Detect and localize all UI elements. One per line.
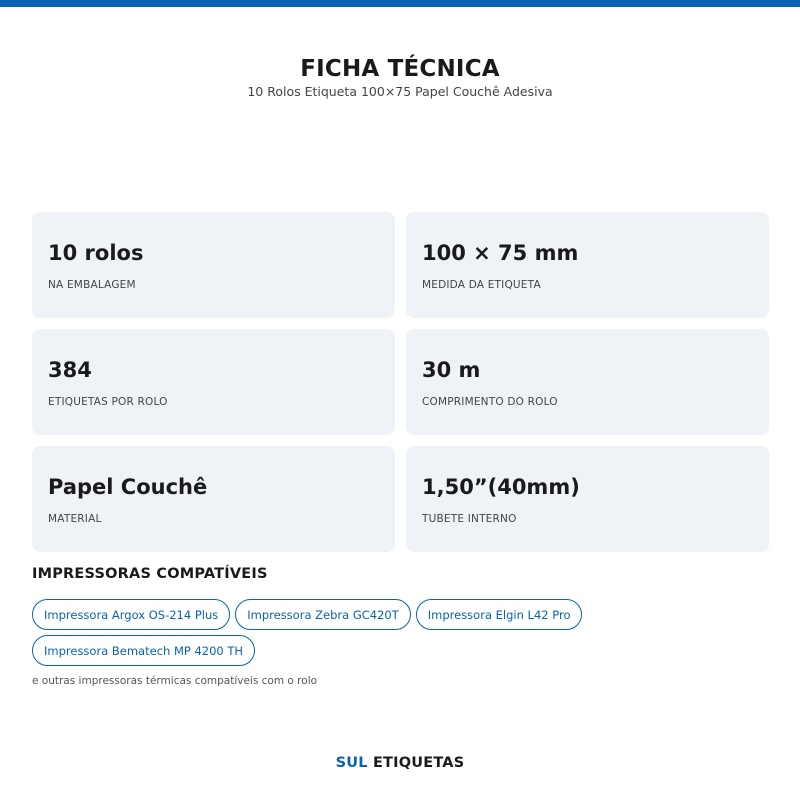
spec-card-material — [32, 446, 395, 552]
spec-grid — [32, 212, 769, 552]
page-subtitle: 10 Rolos Etiqueta 100×75 Papel Couchê Adesiva — [247, 84, 553, 99]
spec-label: MATERIAL — [48, 513, 102, 525]
printer-chip-list — [32, 599, 632, 666]
top-accent-bar — [0, 0, 800, 7]
printer-chip-zebra[interactable]: Impressora Zebra GC420T — [235, 599, 411, 630]
spec-card-core — [406, 446, 769, 552]
spec-card-labels-per-roll — [32, 329, 395, 435]
spec-card-package — [32, 212, 395, 318]
brand-main-text: ETIQUETAS — [372, 755, 465, 771]
compatible-printers-title: IMPRESSORAS COMPATÍVEIS — [32, 566, 268, 582]
spec-label: TUBETE INTERNO — [422, 513, 517, 525]
spec-label: COMPRIMENTO DO ROLO — [422, 396, 558, 408]
spec-value: Papel Couchê — [48, 475, 208, 499]
printers-note: e outras impressoras térmicas compatíveis com o rolo — [32, 675, 318, 687]
spec-card-roll-length — [406, 329, 769, 435]
spec-value: 10 rolos — [48, 241, 144, 265]
spec-value: 384 — [48, 358, 92, 382]
spec-card-size — [406, 212, 769, 318]
page-title: FICHA TÉCNICA — [300, 56, 500, 82]
brand-accent-text: SUL — [335, 755, 368, 771]
spec-value: 30 m — [422, 358, 481, 382]
spec-label: MEDIDA DA ETIQUETA — [422, 279, 541, 291]
printer-chip-elgin[interactable]: Impressora Elgin L42 Pro — [416, 599, 583, 630]
printer-chip-bematech[interactable]: Impressora Bematech MP 4200 TH — [32, 635, 255, 666]
printer-chip-argox[interactable]: Impressora Argox OS-214 Plus — [32, 599, 230, 630]
spec-value: 1,50”(40mm) — [422, 475, 580, 499]
spec-label: NA EMBALAGEM — [48, 279, 136, 291]
footer-brand — [0, 755, 800, 771]
spec-label: ETIQUETAS POR ROLO — [48, 396, 168, 408]
spec-value: 100 × 75 mm — [422, 241, 579, 265]
